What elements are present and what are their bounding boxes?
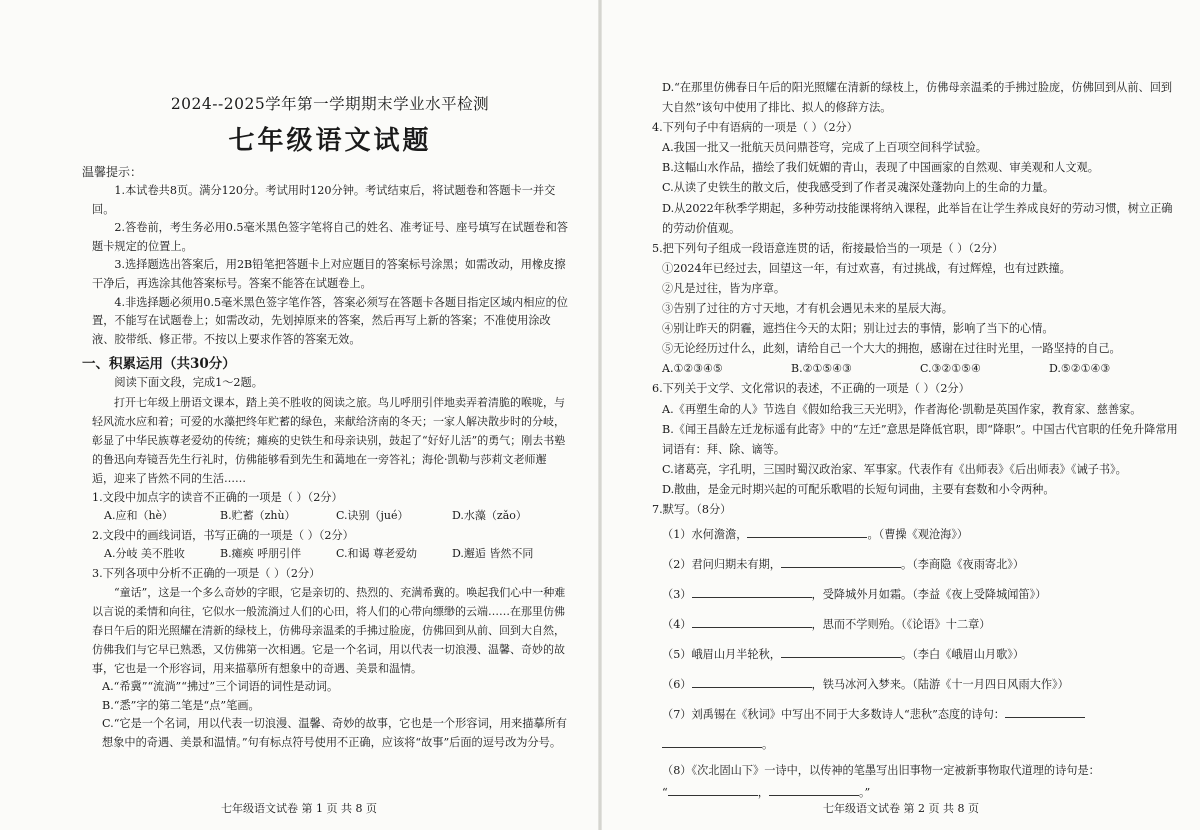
- answer-blank[interactable]: [662, 747, 762, 748]
- option-b: B.贮蓄（zhù）: [220, 509, 296, 523]
- dictation-blank-line: “ ， 。”: [662, 786, 871, 800]
- option-b: B.这幅山水作品，描绘了我们妩媚的青山，表现了中国画家的自然观、审美观和人文观。: [662, 161, 1099, 175]
- dictation-item: （4） ，思而不学则殆。（《论语》十二章）: [662, 618, 991, 632]
- option-a: A.分岐 美不胜收: [104, 547, 185, 561]
- question-6: 6.下列关于文学、文化常识的表述，不正确的一项是（ ）（2分）: [652, 382, 970, 396]
- option-a: A.我国一批又一批航天员问鼎苍穹，完成了上百项空间科学试验。: [662, 141, 987, 155]
- exam-title: 2024--2025学年第一学期期末学业水平检测: [170, 95, 490, 113]
- dictation-item: （6） ，铁马冰河入梦来。（陆游《十一月四日风雨大作》）: [662, 678, 1069, 692]
- exam-page-1: [0, 0, 598, 830]
- option-d: D.从2022年秋季学期起，多种劳动技能课将纳入课程，此举旨在让学生养成良好的劳动习惯，树立正确的劳动价值观。: [662, 201, 1173, 235]
- tip-item: 1.本试卷共8页。满分120分。考试用时120分钟。考试结束后，将试题卷和答题卡一并交回。: [92, 184, 556, 216]
- question-1-options: [92, 507, 568, 526]
- page-footer: 七年级语文试卷 第 2 页 共 8 页: [823, 802, 979, 815]
- tip-item: 2.答卷前，考生务必用0.5毫米黑色签字笔将自己的姓名、准考证号、座号填写在试题卷和答题卡规定的位置上。: [92, 221, 568, 253]
- question-7: 7.默写。（8分）: [652, 502, 732, 516]
- question-5-options: [652, 359, 1178, 379]
- question-5: 5.把下列句子组成一段语意连贯的话，衔接最恰当的一项是（ ）（2分）: [652, 241, 1004, 255]
- answer-blank[interactable]: [781, 567, 901, 568]
- option-d: D.散曲，是金元时期兴起的可配乐歌唱的长短句词曲，主要有套数和小令两种。: [662, 482, 1055, 496]
- dictation-item: （5）峨眉山月半轮秋， 。（李白《峨眉山月歌》）: [662, 648, 1025, 662]
- answer-blank[interactable]: [747, 537, 867, 538]
- tip-item: 3.选择题选出答案后，用2B铅笔把答题卡上对应题目的答案标号涂黑；如需改动，用橡皮擦干净后，再选涂其他答案标号。答案不能答在试题卷上。: [92, 258, 566, 290]
- tips-title: 温馨提示：: [82, 165, 143, 179]
- dictation-blank-line: 。: [652, 730, 1178, 760]
- sentence-item: ④别让昨天的阴霾，遮挡住今天的太阳；别让过去的事情，影响了当下的心情。: [662, 322, 1054, 336]
- question-4: 4.下列句子中有语病的一项是（ ）（2分）: [652, 121, 858, 135]
- answer-blank[interactable]: [781, 657, 901, 658]
- question-3-passage: “童话”，这是一个多么奇妙的字眼，它是亲切的、热烈的、充满希冀的。唤起我们心中一种难以言说的柔情和向往，它似水一般流淌过人们的心田，将人们的心带向缥缈的云端……在那里仿佛春日午后的阳光照耀在清新的绿枝上，仿佛母亲温柔的手拂过脸庞，仿佛回到从前、回到大自然，仿佛我们与它早已熟悉，又仿佛第一次相遇。它是一个名词，用以代表一切浪漫、温馨、奇妙的故事，它也是一个形容词，用来描摹所有想象中的奇遇、美景和温情。: [92, 586, 566, 676]
- option-b: B.②①⑤④③: [791, 362, 852, 376]
- answer-blank[interactable]: [668, 795, 758, 796]
- option-c: C.和谒 尊老爱幼: [336, 547, 418, 561]
- sentence-item: ③告别了过往的方寸天地，才有机会遇见未来的星辰大海。: [662, 302, 953, 316]
- option-a: A.“希冀”“流淌”“拂过”三个词语的词性是动词。: [102, 680, 339, 694]
- question-1: 1.文段中加点字的读音不正确的一项是（ ）（2分）: [92, 490, 343, 504]
- dictation-item: （1）水何澹澹， 。（曹操《观沧海》）: [662, 528, 969, 542]
- reading-passage: 打开七年级上册语文课本，踏上美不胜收的阅读之旅。鸟儿呼朋引伴地卖弄着清脆的喉咙，与轻风流水应和着；可爱的水藻把终年贮蓄的绿色，来献给济南的冬天；一家人解决散步时的分岐，彰显了中华民族尊老爱幼的传统；瘫痪的史铁生和母亲诀别，鼓起了“好好儿活”的勇气；刚去书塾的鲁迅向寿镜吾先生行礼时，仿佛能够看到先生和蔼地在一旁答礼；海伦·凯勒与莎莉文老师邂逅，迎来了皆然不同的生活……: [92, 395, 566, 485]
- question-3-option-d: D.“在那里仿佛春日午后的阳光照耀在清新的绿枝上，仿佛母亲温柔的手拂过脸庞，仿佛回到从前、回到大自然”该句中使用了排比、拟人的修辞方法。: [662, 81, 1173, 115]
- sentence-item: ⑤无论经历过什么，此刻，请给自己一个大大的拥抱，感谢在过往时光里，一路坚持的自己。: [662, 342, 1121, 356]
- answer-blank[interactable]: [692, 687, 812, 688]
- option-d: D.水藻（zǎo）: [452, 509, 527, 523]
- option-c: C.诸葛亮，字孔明，三国时蜀汉政治家、军事家。代表作有《出师表》《后出师表》《诫子书》。: [662, 462, 1127, 476]
- section-title: 一、积累运用（共30分）: [82, 356, 236, 373]
- option-c: C.诀别（jué）: [336, 509, 409, 523]
- question-2: 2.文段中的画线词语，书写正确的一项是（ ）（2分）: [92, 528, 354, 542]
- exam-page-2: [602, 0, 1200, 830]
- option-a: A.①②③④⑤: [662, 362, 723, 376]
- option-d: D.邂逅 皆然不同: [452, 547, 534, 561]
- option-b: B.瘫痪 呼朋引伴: [220, 547, 302, 561]
- dictation-item: （3） ，受降城外月如霜。（李益《夜上受降城闻笛》）: [662, 588, 1047, 602]
- option-c: C.“它是一个名词，用以代表一切浪漫、温馨、奇妙的故事，它也是一个形容词，用来描摹所有想象中的奇遇、美景和温情。”句有标点符号使用不正确，应该将“故事”后面的逗号改为分号。: [102, 717, 567, 749]
- tip-item: 4.非选择题必须用0.5毫米黑色签字笔作答，答案必须写在答题卡各题目指定区域内相应的位置，不能写在试题卷上；如需改动，先划掉原来的答案，然后再写上新的答案；不准使用涂改液、胶带纸、修正带。不按以上要求作答的答案无效。: [92, 295, 568, 346]
- subject-title: 七年级语文试题: [228, 126, 432, 156]
- option-c: C.从读了史铁生的散文后，使我感受到了作者灵魂深处蓬勃向上的生命的力量。: [662, 181, 1055, 195]
- option-b: B.《闻王昌龄左迁龙标遥有此寄》中的“左迁”意思是降低官职，即“降职”。中国古代官职的任免升降常用词语有：拜、除、谪等。: [662, 422, 1178, 456]
- dictation-item: （8）《次北固山下》一诗中，以传神的笔墨写出旧事物一定被新事物取代道理的诗句是：: [662, 764, 1100, 778]
- sentence-item: ②凡是过往，皆为序章。: [662, 281, 786, 295]
- question-3: 3.下列各项中分析不正确的一项是（ ）（2分）: [92, 566, 321, 580]
- option-c: C.③②①⑤④: [920, 362, 981, 376]
- option-a: A.应和（hè）: [104, 509, 174, 523]
- dictation-item: （2）君问归期未有期， 。（李商隐《夜雨寄北》）: [662, 558, 1025, 572]
- answer-blank[interactable]: [692, 627, 812, 628]
- question-2-options: [92, 545, 568, 564]
- answer-blank[interactable]: [692, 597, 812, 598]
- answer-blank[interactable]: [769, 795, 859, 796]
- sentence-item: ①2024年已经过去，回望这一年，有过欢喜，有过挑战，有过辉煌，也有过跌撞。: [662, 261, 1071, 275]
- dictation-item: （7）刘禹锡在《秋词》中写出不同于大多数诗人“悲秋”态度的诗句：: [652, 700, 1178, 730]
- option-b: B.“悉”字的第二笔是“点”笔画。: [102, 698, 260, 712]
- page-footer: 七年级语文试卷 第 1 页 共 8 页: [221, 802, 377, 815]
- option-d: D.⑤②①④③: [1049, 362, 1111, 376]
- answer-blank[interactable]: [1005, 717, 1085, 718]
- reading-intro: 阅读下面文段，完成1～2题。: [114, 376, 263, 390]
- option-a: A.《再塑生命的人》节选自《假如给我三天光明》，作者海伦·凯勒是英国作家，教育家、慈善家。: [662, 402, 1142, 416]
